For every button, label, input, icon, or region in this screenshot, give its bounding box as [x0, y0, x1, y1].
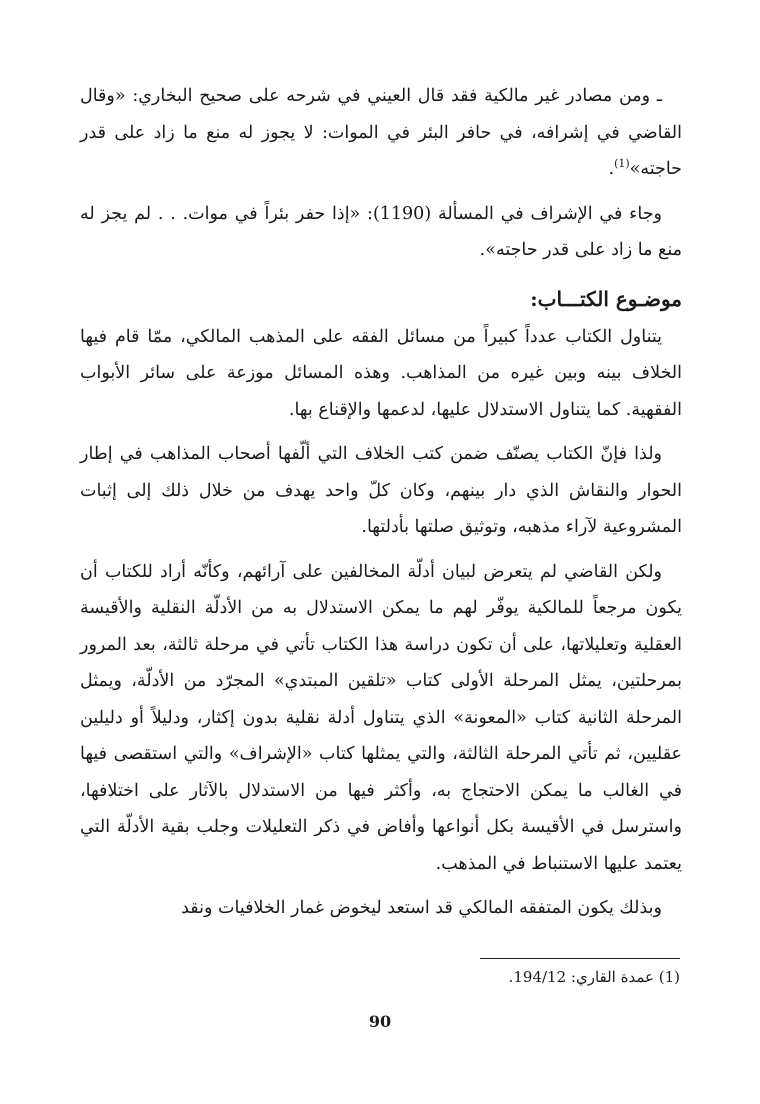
- paragraph-tail: .: [608, 159, 615, 179]
- section-heading: موضـوع الكتـــاب:: [530, 286, 682, 311]
- footnote-divider: [480, 958, 680, 959]
- footnote: (1) عمدة القاري: 194/12.: [508, 968, 680, 986]
- paragraph-body: يتناول الكتاب عدداً كبيراً من مسائل الفقه على المذهب المالكي، ممّا قام فيها الخلاف بينه وبين غيره من المذاهب. وهذه المسائل موزعة على سائر الأبواب الفقهية. كما يتناول الاستدلال عليها، لدعمها والإقناع بها.: [80, 326, 682, 420]
- footnote-reference: (1): [614, 157, 630, 171]
- paragraph-text: وجاء في الإشراف في المسألة (1190): «إذا حفر بئراً في موات. . . لم يجز له منع ما زاد على قدر حاجته».: [80, 203, 682, 260]
- paragraph-body: ولكن القاضي لم يتعرض لبيان أدلّة المخالفين على آرائهم، وكأنّه أراد للكتاب أن يكون مرجعاً للمالكية يوفّر لهم ما يمكن الاستدلال به من الأدلّة النقلية والأقيسة العقلية وتعليلاتها، على أن تكون دراسة هذا الكتاب تأتي في مرحلة ثالثة، بعد المرور بمرحلتين، يمثل المرحلة الأولى كتاب «تلقين المبتدي» المجرّد من الأدلّة، ويمثل المرحلة الثانية كتاب «المعونة» الذي يتناول أدلة نقلية بدون إكثار، ودليلاً أو دليلين عقليين، ثم تأتي المرحلة الثالثة، والتي يمثلها كتاب «الإشراف» والتي استقصى فيها في الغالب ما يمكن الاحتجاج به، وأكثر فيها من الاستدلال بالآثار على اختلافها، واسترسل في الأقيسة بكل أنواعها وأفاض في ذكر التعليلات وجلب بقية الأدلّة التي يعتمد عليها الاستنباط في المذهب.: [80, 561, 682, 874]
- paragraph-ishraf-issue: [80, 196, 682, 269]
- paragraph-body: وبذلك يكون المتفقه المالكي قد استعد ليخوض غمار الخلافيات ونقد: [181, 898, 662, 918]
- page-number: 90: [368, 1012, 392, 1031]
- paragraph-text: ـ ومن مصادر غير مالكية فقد قال العيني في شرحه على صحيح البخاري: «وقال القاضي في إشرافه، في حافر البئر في الموات: لا يجوز له منع ما زاد على قدر حاجته»: [80, 86, 682, 179]
- paragraph-aini-quote: [80, 78, 682, 188]
- paragraph-body: ولذا فإنّ الكتاب يصنّف ضمن كتب الخلاف التي ألّفها أصحاب المذاهب في إطار الحوار والنقاش الذي دار بينهم، وكان كلّ واحد يهدف من خلال ذلك إلى إثبات المشروعية لآراء مذهبه، وتوثيق صلتها بأدلتها.: [80, 444, 682, 537]
- page-body: [80, 78, 682, 935]
